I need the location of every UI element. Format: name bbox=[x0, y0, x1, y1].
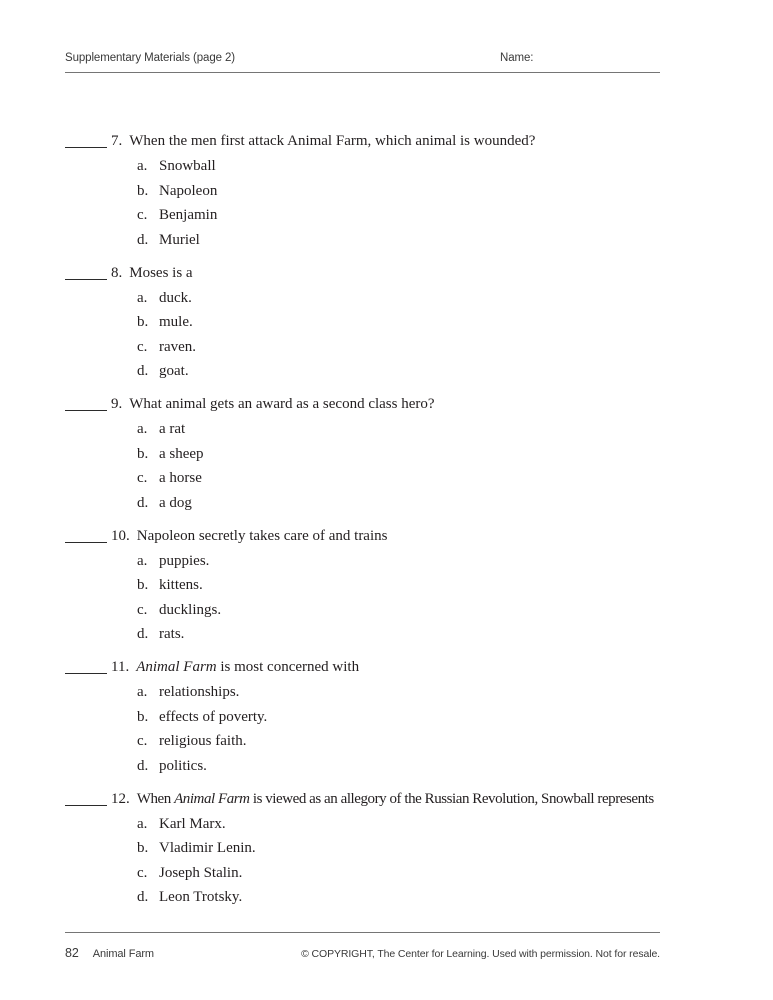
question-heading bbox=[65, 787, 660, 812]
question-number: 10. bbox=[111, 527, 130, 544]
question-heading bbox=[65, 261, 660, 286]
option-letter: c. bbox=[137, 601, 148, 618]
question-text-suffix: is most concerned with bbox=[216, 659, 360, 675]
option-text: effects of poverty. bbox=[159, 708, 268, 725]
question-heading bbox=[65, 129, 660, 154]
option-text: Karl Marx. bbox=[159, 815, 226, 832]
option-text: religious faith. bbox=[159, 733, 247, 749]
option-text: mule. bbox=[159, 314, 193, 330]
option-text: a dog bbox=[159, 494, 192, 511]
page-header bbox=[65, 51, 660, 73]
option-text: kittens. bbox=[159, 577, 203, 593]
option-letter: d. bbox=[137, 363, 149, 379]
option-row-c bbox=[65, 598, 660, 623]
option-text: a rat bbox=[159, 421, 186, 437]
option-letter: a. bbox=[137, 815, 148, 832]
option-letter: c. bbox=[137, 733, 148, 749]
option-row-d bbox=[65, 491, 660, 516]
footer-row bbox=[65, 946, 660, 960]
question-text bbox=[129, 133, 535, 149]
option-text: Snowball bbox=[159, 158, 216, 174]
option-letter: d. bbox=[137, 889, 149, 905]
question-text bbox=[136, 659, 359, 675]
option-letter: b. bbox=[137, 708, 149, 725]
option-row-c bbox=[65, 335, 660, 360]
question-text bbox=[137, 791, 654, 807]
option-text: Leon Trotsky. bbox=[159, 889, 243, 905]
question-text-prefix: What animal gets an award as a second class hero? bbox=[129, 396, 435, 412]
option-letter: b. bbox=[137, 840, 149, 856]
question-list bbox=[65, 129, 660, 910]
answer-blank[interactable] bbox=[65, 671, 107, 674]
question-10 bbox=[65, 524, 660, 647]
option-text: goat. bbox=[159, 363, 189, 379]
option-text: Benjamin bbox=[159, 207, 218, 223]
question-number: 12. bbox=[111, 790, 130, 807]
option-row-b bbox=[65, 442, 660, 467]
option-text: politics. bbox=[159, 757, 207, 774]
option-letter: b. bbox=[137, 182, 149, 199]
option-letter: c. bbox=[137, 470, 148, 486]
option-letter: d. bbox=[137, 494, 149, 511]
option-row-d bbox=[65, 228, 660, 253]
option-text: duck. bbox=[159, 289, 192, 306]
option-letter: c. bbox=[137, 864, 148, 881]
question-heading bbox=[65, 392, 660, 417]
book-title: Animal Farm bbox=[92, 947, 154, 960]
option-letter: a. bbox=[137, 684, 148, 700]
option-letter: d. bbox=[137, 626, 149, 642]
answer-blank[interactable] bbox=[65, 277, 107, 280]
page-footer bbox=[65, 932, 660, 960]
question-text-prefix: Napoleon secretly takes care of and trains bbox=[136, 527, 388, 544]
option-row-c bbox=[65, 729, 660, 754]
option-text: ducklings. bbox=[159, 601, 222, 618]
option-row-c bbox=[65, 466, 660, 491]
question-12 bbox=[65, 787, 660, 910]
option-row-c bbox=[65, 861, 660, 886]
option-row-a bbox=[65, 286, 660, 311]
footer-rule bbox=[65, 932, 660, 933]
option-text: Muriel bbox=[159, 231, 200, 248]
question-number: 8. bbox=[111, 264, 123, 281]
question-11 bbox=[65, 655, 660, 778]
question-text bbox=[129, 396, 434, 412]
option-text: relationships. bbox=[159, 684, 240, 700]
question-7 bbox=[65, 129, 660, 252]
option-row-d bbox=[65, 754, 660, 779]
question-text bbox=[137, 528, 388, 544]
option-letter: d. bbox=[137, 757, 149, 774]
option-text: a horse bbox=[159, 470, 202, 486]
option-letter: a. bbox=[137, 421, 148, 437]
option-row-d bbox=[65, 885, 660, 910]
option-text: a sheep bbox=[159, 445, 204, 462]
option-row-d bbox=[65, 622, 660, 647]
question-heading bbox=[65, 524, 660, 549]
option-letter: c. bbox=[137, 207, 148, 223]
option-text: puppies. bbox=[159, 552, 210, 569]
question-text bbox=[129, 265, 192, 281]
question-heading bbox=[65, 655, 660, 680]
answer-blank[interactable] bbox=[65, 145, 107, 148]
option-row-a bbox=[65, 417, 660, 442]
answer-blank[interactable] bbox=[65, 803, 107, 806]
option-text: rats. bbox=[159, 626, 185, 642]
header-rule bbox=[65, 72, 660, 73]
name-label: Name: bbox=[500, 52, 534, 64]
option-letter: b. bbox=[137, 445, 149, 462]
option-text: Joseph Stalin. bbox=[159, 864, 243, 881]
option-row-d bbox=[65, 359, 660, 384]
option-row-b bbox=[65, 836, 660, 861]
question-number: 11. bbox=[111, 659, 130, 675]
option-letter: a. bbox=[137, 552, 148, 569]
option-row-c bbox=[65, 203, 660, 228]
option-letter: b. bbox=[137, 577, 149, 593]
option-text: Napoleon bbox=[159, 182, 218, 199]
option-row-b bbox=[65, 705, 660, 730]
option-row-a bbox=[65, 549, 660, 574]
copyright-notice: © COPYRIGHT, The Center for Learning. Used with permission. Not for resale. bbox=[301, 947, 660, 960]
option-letter: c. bbox=[137, 338, 148, 355]
option-row-b bbox=[65, 179, 660, 204]
question-number: 9. bbox=[111, 396, 123, 412]
option-letter: d. bbox=[137, 231, 149, 248]
question-text-italic: Animal Farm bbox=[174, 790, 250, 807]
option-row-a bbox=[65, 154, 660, 179]
option-row-a bbox=[65, 680, 660, 705]
question-text-suffix: is viewed as an allegory of the Russian Revolution, Snowball represents bbox=[249, 790, 654, 807]
question-text-italic: Animal Farm bbox=[136, 659, 217, 675]
answer-blank[interactable] bbox=[65, 540, 107, 543]
option-letter: b. bbox=[137, 314, 149, 330]
question-number: 7. bbox=[111, 133, 123, 149]
question-8 bbox=[65, 261, 660, 384]
question-9 bbox=[65, 392, 660, 515]
option-letter: a. bbox=[137, 158, 148, 174]
header-title: Supplementary Materials (page 2) bbox=[65, 52, 236, 64]
option-row-b bbox=[65, 573, 660, 598]
option-row-a bbox=[65, 812, 660, 837]
question-text-prefix: Moses is a bbox=[129, 264, 193, 281]
option-row-b bbox=[65, 310, 660, 335]
page-number: 82 bbox=[65, 945, 79, 960]
question-text-prefix: When the men first attack Animal Farm, which animal is wounded? bbox=[129, 133, 536, 149]
header-row bbox=[65, 51, 660, 66]
option-letter: a. bbox=[137, 289, 148, 306]
answer-blank[interactable] bbox=[65, 408, 107, 411]
question-text-prefix: When bbox=[136, 790, 175, 807]
option-text: raven. bbox=[159, 338, 197, 355]
option-text: Vladimir Lenin. bbox=[159, 840, 256, 856]
